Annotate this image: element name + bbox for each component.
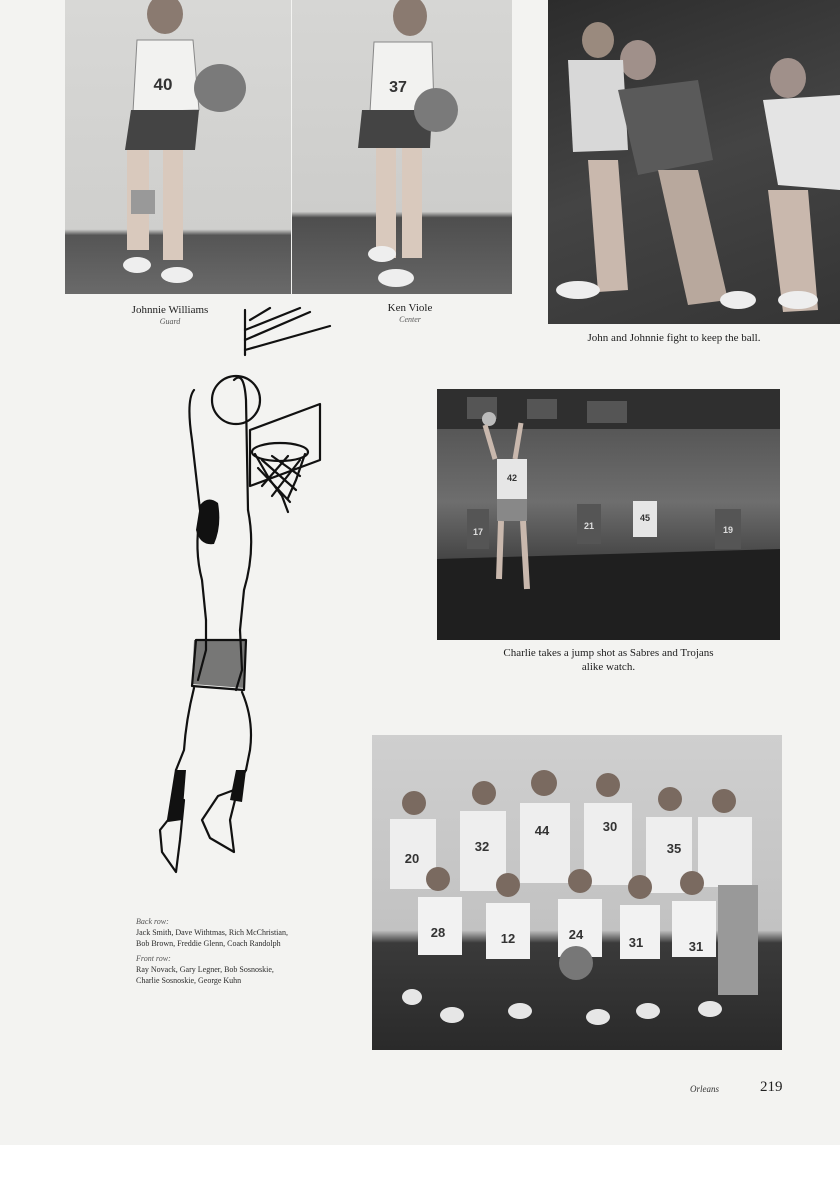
player-position: Center bbox=[399, 315, 421, 324]
player-figure bbox=[65, 0, 291, 294]
roster-heading: Back row: bbox=[136, 917, 169, 926]
jersey-number: 31 bbox=[628, 935, 644, 950]
jersey-number: 28 bbox=[430, 925, 446, 940]
photo-ball-scramble bbox=[548, 0, 840, 324]
player-position: Guard bbox=[159, 317, 181, 326]
photo-johnnie-williams bbox=[65, 0, 291, 294]
photo-ken-viole bbox=[292, 0, 512, 294]
caption-scramble: John and Johnnie fight to keep the ball. bbox=[587, 332, 761, 344]
roster-front-row: Front row: Ray Novack, Gary Legner, Bob Sosnoskie, Charlie Sosnoskie, George Kuhn bbox=[136, 953, 366, 986]
scramble-figures bbox=[548, 0, 840, 324]
photo-jump-shot bbox=[437, 389, 780, 640]
caption-jump-shot: Charlie takes a jump shot as Sabres and Trojans alike watch. bbox=[503, 647, 714, 673]
jersey-number: 21 bbox=[583, 521, 595, 531]
jersey-number: 37 bbox=[389, 79, 407, 96]
jersey-number: 32 bbox=[474, 839, 490, 854]
jersey-number: 31 bbox=[688, 939, 704, 954]
caption-viole bbox=[340, 301, 480, 325]
player-figure bbox=[292, 0, 512, 294]
game-action-figures bbox=[437, 389, 780, 640]
footer-section-name: Orleans bbox=[690, 1084, 719, 1094]
jersey-number: 24 bbox=[568, 927, 584, 942]
roster-back-row: Back row: Jack Smith, Dave Withtmas, Rich McChristian, Bob Brown, Freddie Glenn, Coach Randolph bbox=[136, 916, 366, 949]
page-number: 219 bbox=[760, 1079, 783, 1095]
jersey-number: 35 bbox=[666, 841, 682, 856]
photo-team bbox=[372, 735, 782, 1050]
jersey-number: 40 bbox=[153, 75, 173, 94]
jersey-number: 20 bbox=[404, 851, 420, 866]
jersey-number: 30 bbox=[602, 819, 618, 834]
roster-heading: Front row: bbox=[136, 954, 171, 963]
jersey-number: 45 bbox=[639, 513, 651, 523]
team-figures bbox=[372, 735, 782, 1050]
jersey-number: 17 bbox=[472, 527, 484, 537]
team-roster bbox=[136, 916, 366, 990]
pen-drawing-jump-shot bbox=[150, 300, 340, 880]
jersey-number: 44 bbox=[534, 823, 550, 838]
player-name: Ken Viole bbox=[387, 302, 433, 314]
jersey-number: 42 bbox=[506, 473, 518, 483]
player-name: Johnnie Williams bbox=[131, 304, 209, 316]
jersey-number: 12 bbox=[500, 931, 516, 946]
jersey-number: 19 bbox=[722, 525, 734, 535]
